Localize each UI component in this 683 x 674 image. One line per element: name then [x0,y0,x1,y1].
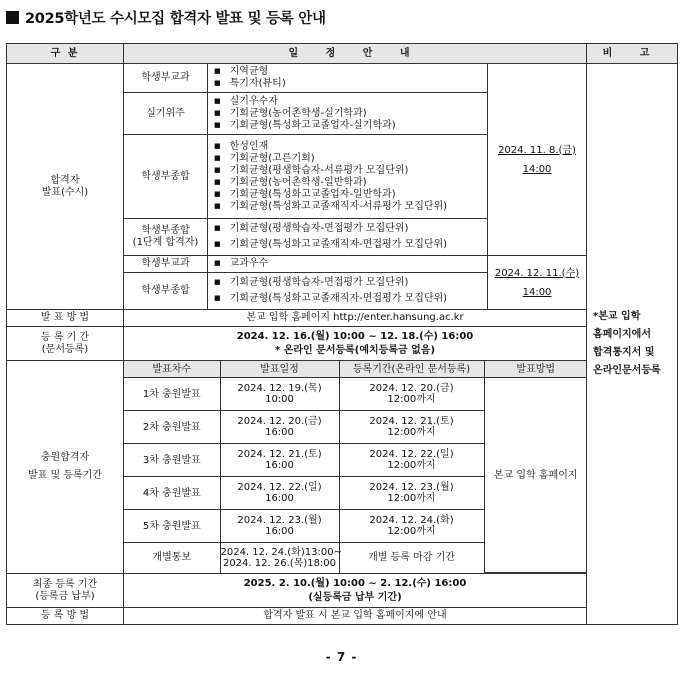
page-number: - 7 - [325,650,358,664]
round-label: 개별통보 [124,543,220,573]
header-remark: 비 고 [587,44,678,64]
type-label: 학생부종합 (1단계 합격자) [124,219,208,256]
reg-date: 2024. 12. 24.(화) 12:00까지 [339,510,484,543]
pass-announce-label: 합격자 발표(수시) [7,64,124,310]
additional-table [124,361,587,573]
registration-method-value: 합격자 발표 시 본교 입학 홈페이지에 안내 [124,608,587,625]
method-value: 본교 입학 홈페이지 [484,378,587,573]
registration-value: 2024. 12. 16.(월) 10:00 ~ 12. 18.(수) 16:00 * 온라인 문서등록(예치등록금 없음) [124,327,587,361]
header-schedule: 일 정 안 내 [124,44,587,64]
bullet-list: ■ 한성인재 ■ 기회균형(고른기회) ■ 기회균형(평생학습자-서류평가 모집단위) ■ 기회균형(농어촌학생-일반학과) ■ 기회균형(특성화고교졸업자-일반학과) ■ 기회균형(특성화고교졸재직자-서류평가 모집단위) [208,135,488,219]
col-header: 발표방법 [484,361,587,378]
bullet-list: ■ 교과우수 [208,256,488,273]
announce-date: 2024. 12. 21.(토) 16:00 [220,444,339,477]
page-title [6,7,326,28]
announce-date: 2024. 12. 19.(목) 10:00 [220,378,339,411]
reg-date: 개별 등록 마감 기간 [339,543,484,573]
reg-date: 2024. 12. 20.(금) 12:00까지 [339,378,484,411]
type-label: 학생부종합 [124,135,208,219]
type-label: 학생부종합 [124,273,208,310]
round-label: 3차 충원발표 [124,444,220,477]
round-label: 2차 충원발표 [124,411,220,444]
col-header: 발표일정 [220,361,339,378]
announce-date: 2024. 12. 24.(화)13:00~ 2024. 12. 26.(목)18:00 [220,543,339,573]
pass-date-2: 2024. 12. 11.(수) 14:00 [488,256,587,310]
remark-cell: *본교 입학 홈페이지에서 합격통지서 및 온라인문서등록 [587,64,678,625]
bullet-list: ■ 실기우수자 ■ 기회균형(농어촌학생-실기학과) ■ 기회균형(특성화고교졸업자-실기학과) [208,93,488,135]
type-label: 실기위주 [124,93,208,135]
announce-method-value: 본교 입학 홈페이지 http://enter.hansung.ac.kr [124,310,587,327]
round-label: 1차 충원발표 [124,378,220,411]
additional-label: 충원합격자 발표 및 등록기간 [7,361,124,574]
bullet-list: ■ 지역균형 ■ 특기자(뷰티) [208,64,488,93]
type-label: 학생부교과 [124,64,208,93]
col-header: 등록기간(온라인 문서등록) [339,361,484,378]
black-square-icon [6,11,19,24]
col-header: 발표차수 [124,361,220,378]
schedule-table [6,43,678,625]
page-title-text: 2025학년도 수시모집 합격자 발표 및 등록 안내 [25,11,326,27]
additional-table-cell [124,361,587,574]
type-label: 학생부교과 [124,256,208,273]
registration-label: 등 록 기 간 (문서등록) [7,327,124,361]
header-category: 구 분 [7,44,124,64]
round-label: 5차 충원발표 [124,510,220,543]
reg-date: 2024. 12. 22.(일) 12:00까지 [339,444,484,477]
bullet-list: ■ 기회균형(평생학습자-면접평가 모집단위) ■ 기회균형(특성화고교졸재직자-면접평가 모집단위) [208,219,488,256]
announce-date: 2024. 12. 20.(금) 16:00 [220,411,339,444]
round-label: 4차 충원발표 [124,477,220,510]
final-registration-label: 최종 등록 기간 (등록금 납부) [7,574,124,608]
bullet-list: ■ 기회균형(평생학습자-면접평가 모집단위) ■ 기회균형(특성화고교졸재직자-면접평가 모집단위) [208,273,488,310]
reg-date: 2024. 12. 23.(월) 12:00까지 [339,477,484,510]
final-registration-value: 2025. 2. 10.(월) 10:00 ~ 2. 12.(수) 16:00 (실등록금 납부 기간) [124,574,587,608]
reg-date: 2024. 12. 21.(토) 12:00까지 [339,411,484,444]
registration-method-label: 등 록 방 법 [7,608,124,625]
pass-date-1: 2024. 11. 8.(금) 14:00 [488,64,587,256]
announce-method-label: 발 표 방 법 [7,310,124,327]
announce-date: 2024. 12. 22.(일) 16:00 [220,477,339,510]
announce-date: 2024. 12. 23.(월) 16:00 [220,510,339,543]
